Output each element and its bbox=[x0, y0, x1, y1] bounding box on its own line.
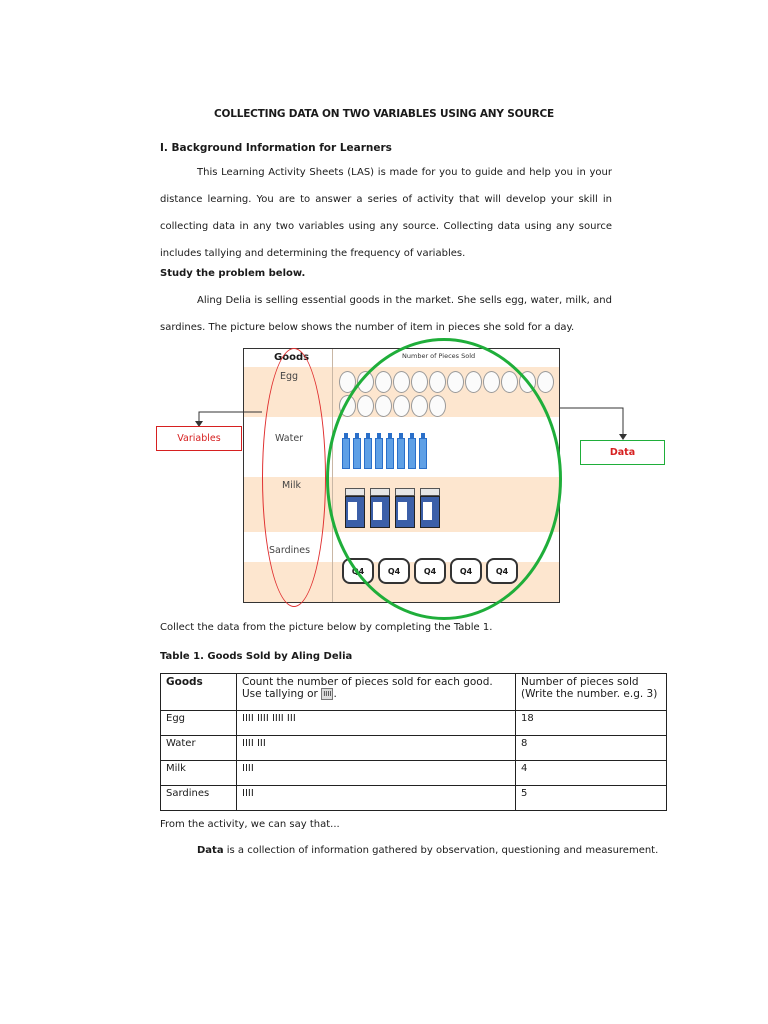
page-title: COLLECTING DATA ON TWO VARIABLES USING ANY SOURCE bbox=[213, 108, 555, 120]
table-cell-tally: IIII III bbox=[237, 736, 516, 761]
table-cell-tally: IIII bbox=[237, 761, 516, 786]
picture-header-goods: Goods bbox=[274, 352, 310, 363]
conclusion-lead: From the activity, we can say that... bbox=[160, 819, 340, 830]
problem-paragraph: Aling Delia is selling essential goods in the market. She sells egg, water, milk, and sardines. The picture below shows the number of item in pieces she sold for a day. bbox=[160, 295, 612, 333]
table-cell-good: Milk bbox=[161, 761, 237, 786]
table-row bbox=[161, 736, 667, 761]
table-cell-number: 4 bbox=[516, 761, 667, 786]
picture-label-milk: Milk bbox=[282, 480, 301, 491]
sardine-can-icon: Q4 bbox=[342, 558, 374, 584]
section-heading: I. Background Information for Learners bbox=[160, 142, 392, 154]
picture-label-sardines: Sardines bbox=[269, 545, 311, 556]
table-header-count: Count the number of pieces sold for each good. Use tallying or IIII . bbox=[237, 674, 516, 711]
table-caption: Table 1. Goods Sold by Aling Delia bbox=[160, 651, 353, 662]
sardine-can-icon: Q4 bbox=[450, 558, 482, 584]
sardine-can-icon: Q4 bbox=[414, 558, 446, 584]
study-label: Study the problem below. bbox=[160, 268, 306, 279]
picture-label-water: Water bbox=[275, 433, 304, 444]
table-cell-good: Egg bbox=[161, 711, 237, 736]
intro-paragraph: This Learning Activity Sheets (LAS) is made for you to guide and help you in your distance learning. You are to answer a series of activity that will develop your skill in collecting data in any two variables using any source. Collecting data using any source includes tallying and determining the frequency of variables. bbox=[160, 167, 612, 259]
definition-term: Data bbox=[197, 845, 224, 856]
definition bbox=[197, 845, 658, 856]
table-cell-good: Water bbox=[161, 736, 237, 761]
table-cell-number: 18 bbox=[516, 711, 667, 736]
table-row bbox=[161, 711, 667, 736]
variables-box: Variables bbox=[156, 426, 242, 451]
table-row bbox=[161, 786, 667, 811]
definition-text: is a collection of information gathered by observation, questioning and measurement. bbox=[223, 845, 659, 856]
tally-sample-icon: IIII bbox=[323, 690, 332, 698]
table-header-number: Number of pieces sold (Write the number. e.g. 3) bbox=[516, 674, 667, 711]
table-cell-number: 5 bbox=[516, 786, 667, 811]
table-cell-tally: IIII IIII IIII III bbox=[237, 711, 516, 736]
sardine-can-icon: Q4 bbox=[486, 558, 518, 584]
table-cell-tally: IIII bbox=[237, 786, 516, 811]
data-box: Data bbox=[580, 440, 665, 465]
table-header-goods: Goods bbox=[161, 674, 237, 711]
picture-header-number: Number of Pieces Sold bbox=[402, 352, 476, 360]
picture-label-egg: Egg bbox=[280, 371, 299, 382]
table-row bbox=[161, 761, 667, 786]
sardine-can-icon: Q4 bbox=[378, 558, 410, 584]
instruction: Collect the data from the picture below by completing the Table 1. bbox=[160, 622, 493, 633]
table-header-row bbox=[161, 674, 667, 711]
table-cell-good: Sardines bbox=[161, 786, 237, 811]
goods-table bbox=[160, 673, 667, 811]
table-cell-number: 8 bbox=[516, 736, 667, 761]
